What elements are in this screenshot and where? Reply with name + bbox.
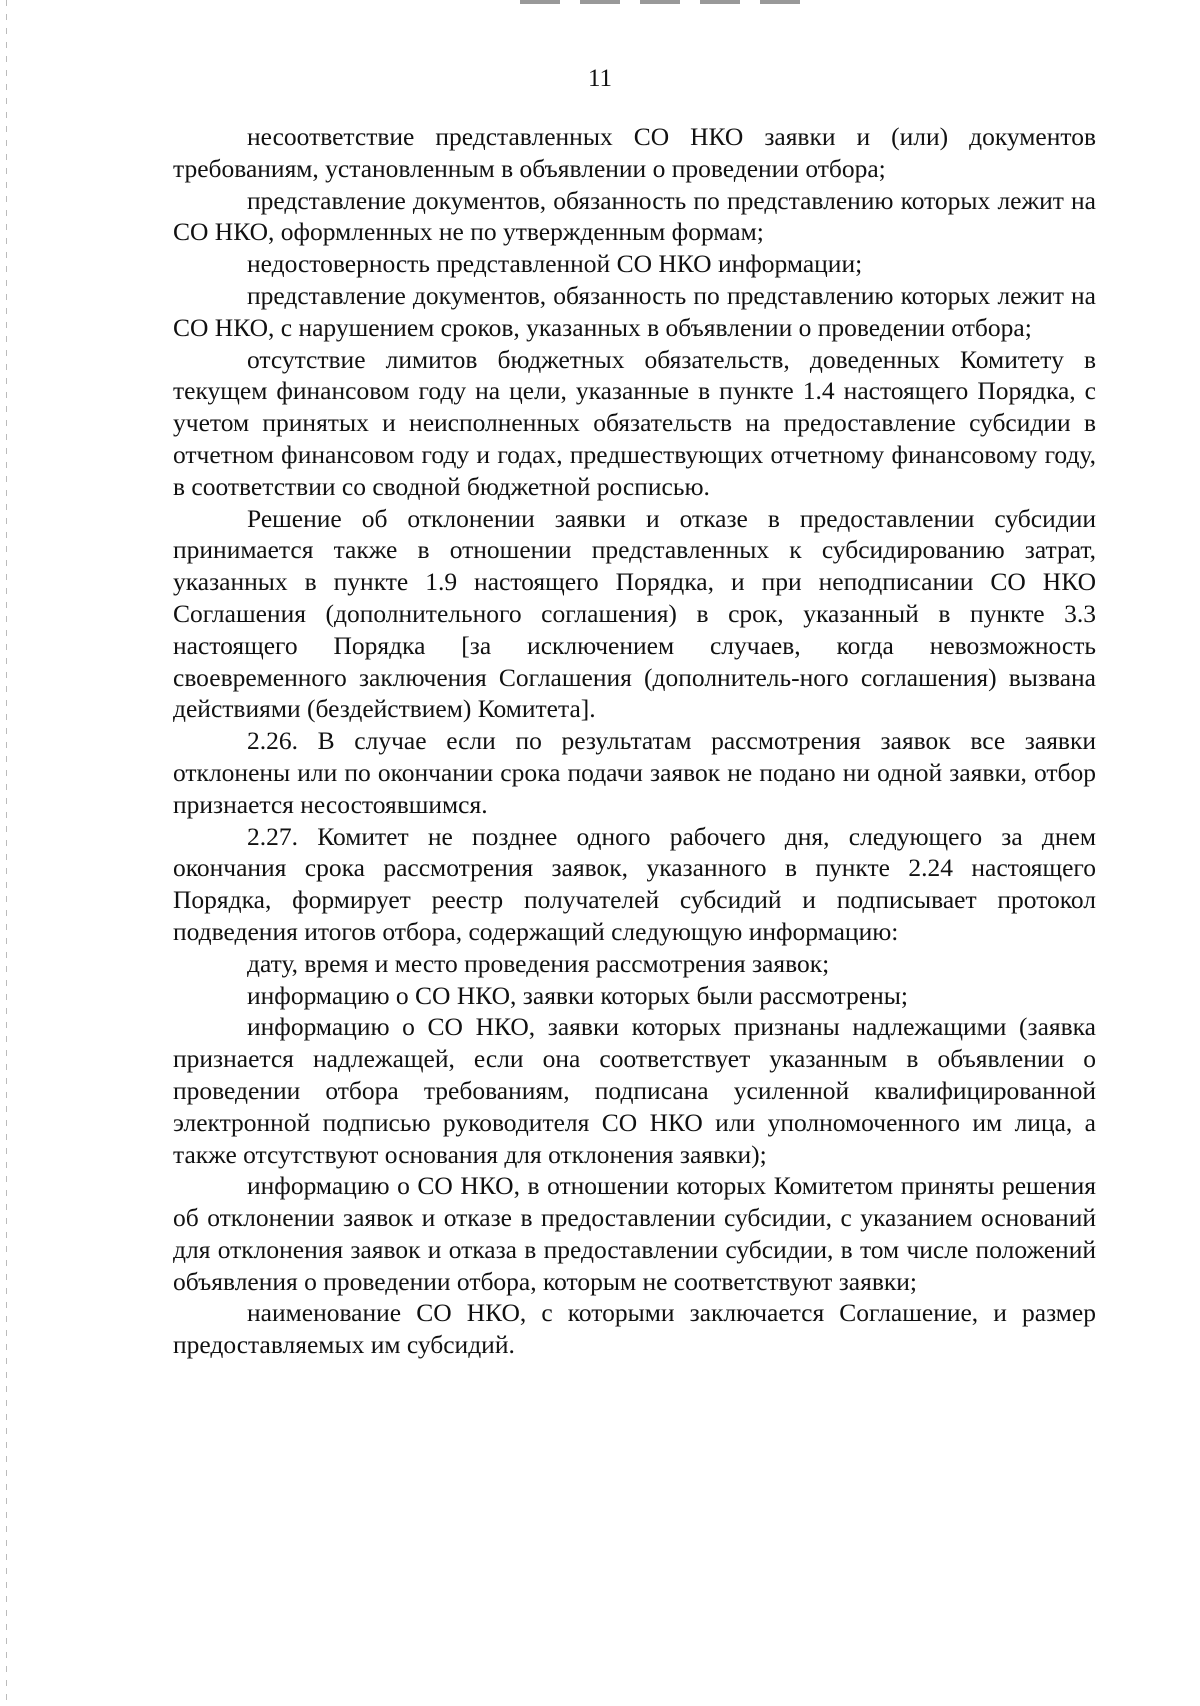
paragraph-1: несоответствие представленных СО НКО заявки и (или) документов требованиям, установленным в объявлении о проведении отбора;	[173, 122, 1096, 183]
paragraph-10: информацию о СО НКО, заявки которых были рассмотрены;	[247, 980, 908, 1010]
paragraph-7: 2.26. В случае если по результатам рассмотрения заявок все заявки отклонены или по окончании срока подачи заявок не подано ни одной заявки, отбор признается несостоявшимся.	[173, 726, 1096, 819]
paragraph-11: информацию о СО НКО, заявки которых признаны надлежащими (заявка признается надлежащей, если она соответствует указанным в объявлении о проведении отбора требованиям, подписана усиленной квалифицированной электронной подписью руководителя СО НКО или уполномоченного им лица, а также отсутствуют основания для отклонения заявки);	[173, 1012, 1096, 1169]
paragraph-3: недостоверность представленной СО НКО информации;	[247, 249, 863, 279]
paragraph-4: представление документов, обязанность по представлению которых лежит на СО НКО, с нарушением сроков, указанных в объявлении о проведении отбора;	[173, 280, 1096, 342]
scan-artifact-left-edge	[6, 0, 7, 1706]
document-body	[173, 121, 1096, 1361]
paragraph-5: отсутствие лимитов бюджетных обязательств, доведенных Комитету в текущем финансовом году на цели, указанные в пункте 1.4 настоящего Порядка, с учетом принятых и неисполненных обязательств на предоставление субсидии в отчетном финансовом году и годах, предшествующих отчетному финансовому году, в соответствии со сводной бюджетной росписью.	[173, 344, 1096, 501]
scan-artifact-top	[520, 0, 810, 4]
paragraph-8: 2.27. Комитет не позднее одного рабочего дня, следующего за днем окончания срока рассмотрения заявок, указанного в пункте 2.24 настоящего Порядка, формирует реестр получателей субсидий и подписывает протокол подведения итогов отбора, содержащий следующую информацию:	[173, 821, 1096, 946]
paragraph-6: Решение об отклонении заявки и отказе в предоставлении субсидии принимается также в отношении представленных к субсидированию затрат, указанных в пункте 1.9 настоящего Порядка, и при неподписании СО НКО Соглашения (дополнительного соглашения) в срок, указанный в пункте 3.3 настоящего Порядка [за исключением случаев, когда невозможность своевременного заключения Соглашения (дополнитель-ного соглашения) вызвана действиями (бездействием) Комитета].	[173, 503, 1096, 724]
paragraph-13: наименование СО НКО, с которыми заключается Соглашение, и размер предоставляемых им субсидий.	[173, 1298, 1096, 1360]
paragraph-2: представление документов, обязанность по представлению которых лежит на СО НКО, оформленных не по утвержденным формам;	[173, 185, 1096, 247]
paragraph-12: информацию о СО НКО, в отношении которых Комитетом приняты решения об отклонении заявок и отказе в предоставлении субсидии, с указанием оснований для отклонения заявок и отказа в предоставлении субсидии, в том числе положений объявления о проведении отбора, которым не соответствуют заявки;	[173, 1171, 1096, 1296]
paragraph-9: дату, время и место проведения рассмотрения заявок;	[247, 948, 830, 978]
page-number: 11	[587, 65, 613, 92]
